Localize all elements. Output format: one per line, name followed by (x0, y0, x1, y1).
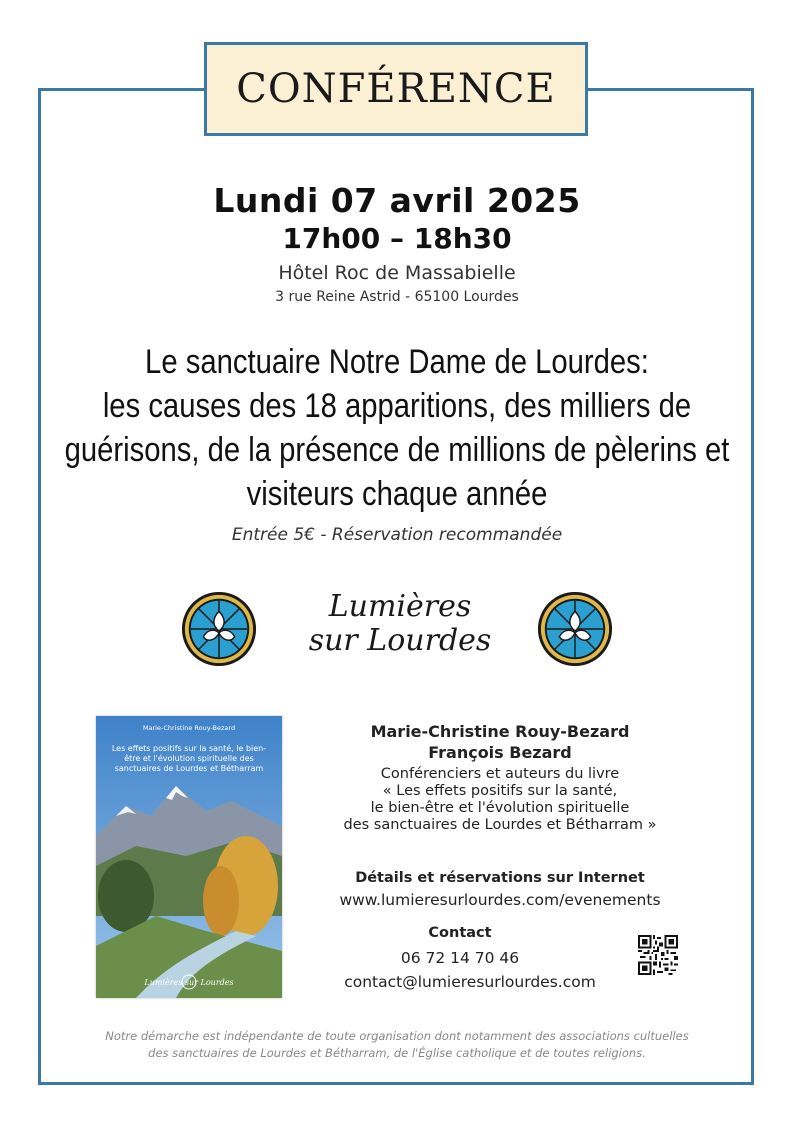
book-author: Marie-Christine Rouy-Bezard (142, 724, 236, 732)
book-cover (96, 716, 282, 998)
speaker-name-1: Marie-Christine Rouy-Bezard (370, 722, 630, 741)
stained-glass-emblem-right (536, 590, 614, 668)
qr-code-icon[interactable] (638, 935, 678, 975)
description-line: le bien-être et l'évolution spirituelle (370, 800, 630, 816)
brand-line: Lumières (328, 589, 472, 624)
entry-price: Entrée 5€ - Réservation recommandée (231, 525, 563, 545)
stained-glass-emblem-left (180, 590, 258, 668)
brand-line: sur Lourdes (308, 623, 492, 658)
page-title: CONFÉRENCE (236, 66, 556, 112)
headline-line: visiteurs chaque année (246, 475, 548, 513)
speaker-description (320, 766, 680, 834)
description-line: des sanctuaires de Lourdes et Bétharram » (343, 817, 657, 833)
disclaimer-line: Notre démarche est indépendante de toute organisation dont notamment des associations cultuelles (105, 1029, 689, 1043)
contact-phone[interactable]: 06 72 14 70 46 (400, 949, 520, 967)
disclaimer-line: des sanctuaires de Lourdes et Bétharram, de l'Église catholique et de toutes religions. (148, 1046, 646, 1060)
conference-headline (56, 340, 739, 516)
event-date: Lundi 07 avril 2025 (213, 181, 581, 220)
description-line: « Les effets positifs sur la santé, (382, 783, 618, 799)
description-line: Conférenciers et auteurs du livre (380, 766, 620, 782)
venue-address: 3 rue Reine Astrid - 65100 Lourdes (275, 289, 519, 305)
venue-name: Hôtel Roc de Massabielle (278, 262, 516, 284)
headline-line: Le sanctuaire Notre Dame de Lourdes: (145, 343, 649, 381)
contact-email[interactable]: contact@lumieresurlourdes.com (344, 973, 596, 991)
book-brand: Lumières sur Lourdes (144, 978, 234, 987)
details-link[interactable]: www.lumieresurlourdes.com/evenements (339, 891, 661, 909)
contact-label: Contact (428, 925, 492, 941)
speaker-name-2: François Bezard (428, 743, 572, 762)
title-box (204, 42, 588, 136)
book-title: Les effets positifs sur la santé, le bien-être et l'évolution spirituelle des sanctuaires de Lourdes et Bétharram (111, 744, 267, 773)
details-label: Détails et réservations sur Internet (355, 870, 645, 886)
headline-line: guérisons, de la présence de millions de pèlerins et (64, 431, 730, 469)
headline-line: les causes des 18 apparitions, des milliers de (102, 387, 692, 425)
brand-logo (300, 590, 500, 658)
disclaimer (0, 1028, 794, 1062)
event-time: 17h00 – 18h30 (282, 222, 512, 255)
